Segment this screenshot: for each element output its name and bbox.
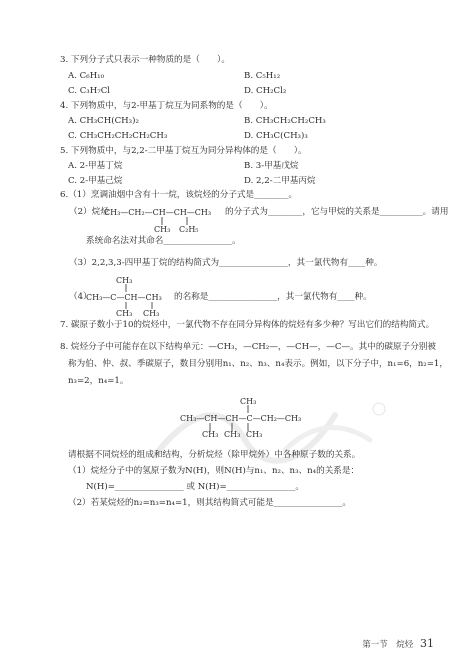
- q8-line6: N(H)=________________ 或 N(H)=________________。: [86, 482, 304, 492]
- footer-section-title: 第一节 烷烃: [362, 640, 414, 650]
- page-number: 31: [420, 637, 434, 650]
- q6-part2-substituent-ethyl: C₂H₅: [179, 225, 199, 234]
- q4-option-b: B. CH₃CH₂CH₂CH₃: [244, 116, 326, 126]
- q7-stem: 7. 碳原子数小于10的烷烃中，一氯代物不存在同分异构体的烷烃有多少种？写出它们的结构简式。: [60, 320, 435, 330]
- q4-option-a: A. CH₃CH(CH₃)₂: [68, 116, 139, 126]
- q5-option-c: C. 2-甲基己烷: [68, 176, 123, 186]
- q5-option-b: B. 3-甲基戊烷: [244, 161, 299, 171]
- q8-line1: 8. 烷烃分子中可能存在以下结构单元：—CH₃，—CH₂—，—CH—，—C—。其中的碳原子分别被: [60, 342, 436, 352]
- q3-option-d: D. CH₂Cl₂: [244, 86, 287, 96]
- q3-option-c: C. C₃H₇Cl: [68, 86, 111, 96]
- q8-molecule-sub-2: CH₃: [224, 430, 241, 439]
- q6-part2-structure-chain: CH₃—CH₂—CH—CH—CH₃: [104, 208, 212, 217]
- q8-molecule-top-methyl: CH₃: [240, 397, 257, 406]
- q8-line7: （2）若某烷烃的n₂=n₃=n₄=1，则其结构简式可能是________________。: [68, 498, 351, 508]
- q6-part4-bottom-methyl-1: CH₃: [116, 309, 133, 318]
- q5-stem: 5. 下列物质中，与2,2-二甲基丁烷互为同分异构体的是（ ）。: [60, 146, 307, 156]
- q8-line2: 称为伯、仲、叔、季碳原子，数目分别用n₁、n₂、n₃、n₄表示。例如，以下分子中，n₁=6，n₂=1，: [68, 359, 448, 369]
- q8-line3: n₃=2，n₄=1。: [68, 376, 129, 386]
- q6-part1: 6.（1）烹调油烟中含有十一烷，该烷烃的分子式是________。: [60, 190, 298, 200]
- q6-part2-question: 的分子式为________，它与甲烷的关系是__________。请用: [225, 207, 449, 217]
- q4-option-d: D. CH₃C(CH₃)₃: [244, 131, 308, 141]
- q8-molecule-sub-3: CH₃: [246, 430, 263, 439]
- q6-part2-substituent-methyl: CH₃: [154, 225, 171, 234]
- q8-line5: （1）烷烃分子中的氢原子数为N(H)，则N(H)与n₁、n₂、n₃、n₄的关系是：: [68, 466, 360, 476]
- q3-option-a: A. C₆H₁₀: [68, 71, 105, 81]
- page-footer: [362, 637, 434, 650]
- q5-option-a: A. 2-甲基丁烷: [68, 161, 123, 171]
- q4-option-c: C. CH₃CH₂CH₂CH₂CH₃: [68, 131, 168, 141]
- q5-option-d: D. 2,2-二甲基丙烷: [244, 176, 316, 186]
- q6-part2-prefix: （2）烷烃: [69, 207, 109, 217]
- q4-stem: 4. 下列物质中，与2-甲基丁烷互为同系物的是（ ）。: [60, 101, 273, 111]
- q8-molecule-sub-1: CH₃: [202, 430, 219, 439]
- q6-part4-top-methyl: CH₃: [116, 276, 133, 285]
- q6-part4-prefix: （4）: [69, 292, 92, 302]
- q6-part4-bottom-methyl-2: CH₃: [143, 309, 160, 318]
- q3-stem: 3. 下列分子式只表示一种物质的是（ ）。: [60, 55, 230, 65]
- q3-option-b: B. C₅H₁₂: [244, 71, 281, 81]
- q6-part4-question: 的名称是________________，其一氯代物有____种。: [174, 292, 372, 302]
- q8-molecule-chain: CH₃—CH—CH—C—CH₂—CH₃: [180, 414, 302, 423]
- q6-part2-line2: 系统命名法对其命名________________。: [86, 236, 241, 246]
- q6-part3: （3）2,2,3,3-四甲基丁烷的结构简式为________________，其一氯代物有____种。: [69, 258, 383, 268]
- q6-part4-structure-chain: CH₃—C—CH—CH₃: [86, 293, 162, 302]
- q8-line4: 请根据不同烷烃的组成和结构，分析烷烃（除甲烷外）中各种原子数的关系。: [68, 450, 361, 460]
